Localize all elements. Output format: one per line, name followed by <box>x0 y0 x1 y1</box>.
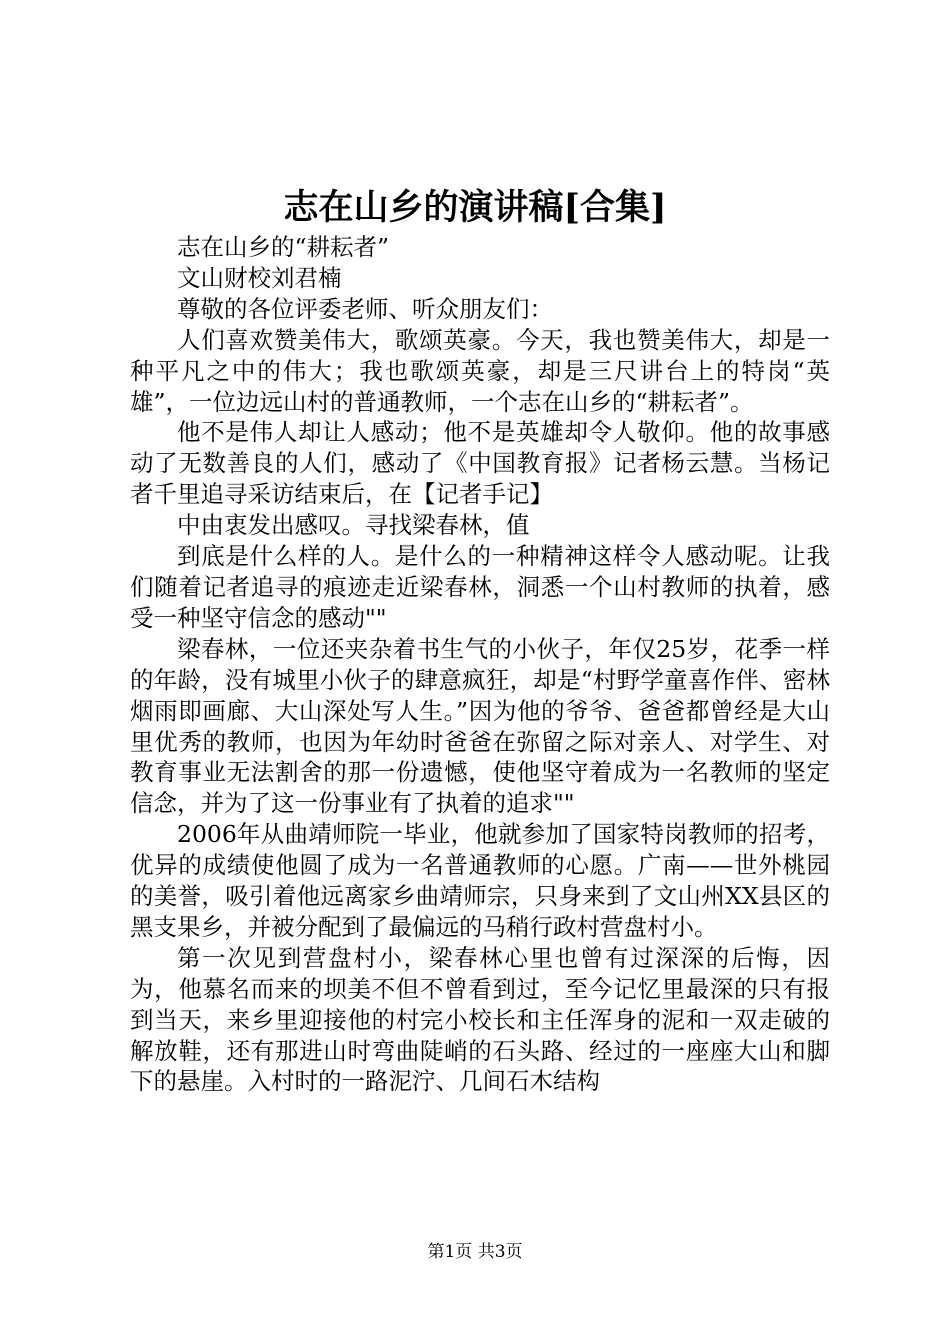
paragraph: 他不是伟人却让人感动；他不是英雄却令人敬仰。他的故事感动了无数善良的人们，感动了《中国教育报》记者杨云慧。当杨记者千里追寻采访结束后，在【记者手记】 <box>130 418 830 509</box>
paragraph: 第一次见到营盘村小，梁春林心里也曾有过深深的后悔，因为，他慕名而来的坝美不但不曾看到过，至今记忆里最深的只有报到当天，来乡里迎接他的村完小校长和主任浑身的泥和一双走破的解放鞋，还有那进山时弯曲陡峭的石头路、经过的一座座大山和脚下的悬崖。入村时的一路泥泞、几间石木结构 <box>130 943 830 1096</box>
paragraph: 文山财校刘君楠 <box>177 263 342 292</box>
paragraph: 人们喜欢赞美伟大，歌颂英豪。今天，我也赞美伟大，却是一种平凡之中的伟大；我也歌颂英豪，却是三尺讲台上的特岗“英雄”，一位边远山村的普通教师，一个志在山乡的“耕耘者”。 <box>130 325 830 416</box>
paragraph: 梁春林，一位还夹杂着书生气的小伙子，年仅25岁，花季一样的年龄，没有城里小伙子的肆意疯狂，却是“村野学童喜作伴、密林烟雨即画廊、大山深处写人生。”因为他的爷爷、爸爸都曾经是大山里优秀的教师，也因为年幼时爸爸在弥留之际对亲人、对学生、对教育事业无法割舍的那一份遗憾，使他坚守着成为一名教师的坚定信念，并为了这一份事业有了执着的追求"" <box>130 634 830 818</box>
document-body <box>130 232 830 1097</box>
page-footer: 第1页 共3页 <box>427 1242 523 1262</box>
paragraph: 到底是什么样的人。是什么的一种精神这样令人感动呢。让我们随着记者追寻的痕迹走近梁春林，洞悉一个山村教师的执着，感受一种坚守信念的感动"" <box>130 542 830 632</box>
paragraph: 2006年从曲靖师院一毕业，他就参加了国家特岗教师的招考，优异的成绩使他圆了成为一名普通教师的心愿。广南——世外桃园的美誉，吸引着他远离家乡曲靖师宗，只身来到了文山州XX县区的黑支果乡，并被分配到了最偏远的马稍行政村营盘村小。 <box>130 820 830 941</box>
paragraph: 志在山乡的“耕耘者” <box>177 233 390 261</box>
paragraph: 中由衷发出感叹。寻找梁春林，值 <box>177 511 530 540</box>
paragraph: 尊敬的各位评委老师、听众朋友们： <box>177 294 553 323</box>
document-title: 志在山乡的演讲稿[合集] <box>283 187 667 228</box>
